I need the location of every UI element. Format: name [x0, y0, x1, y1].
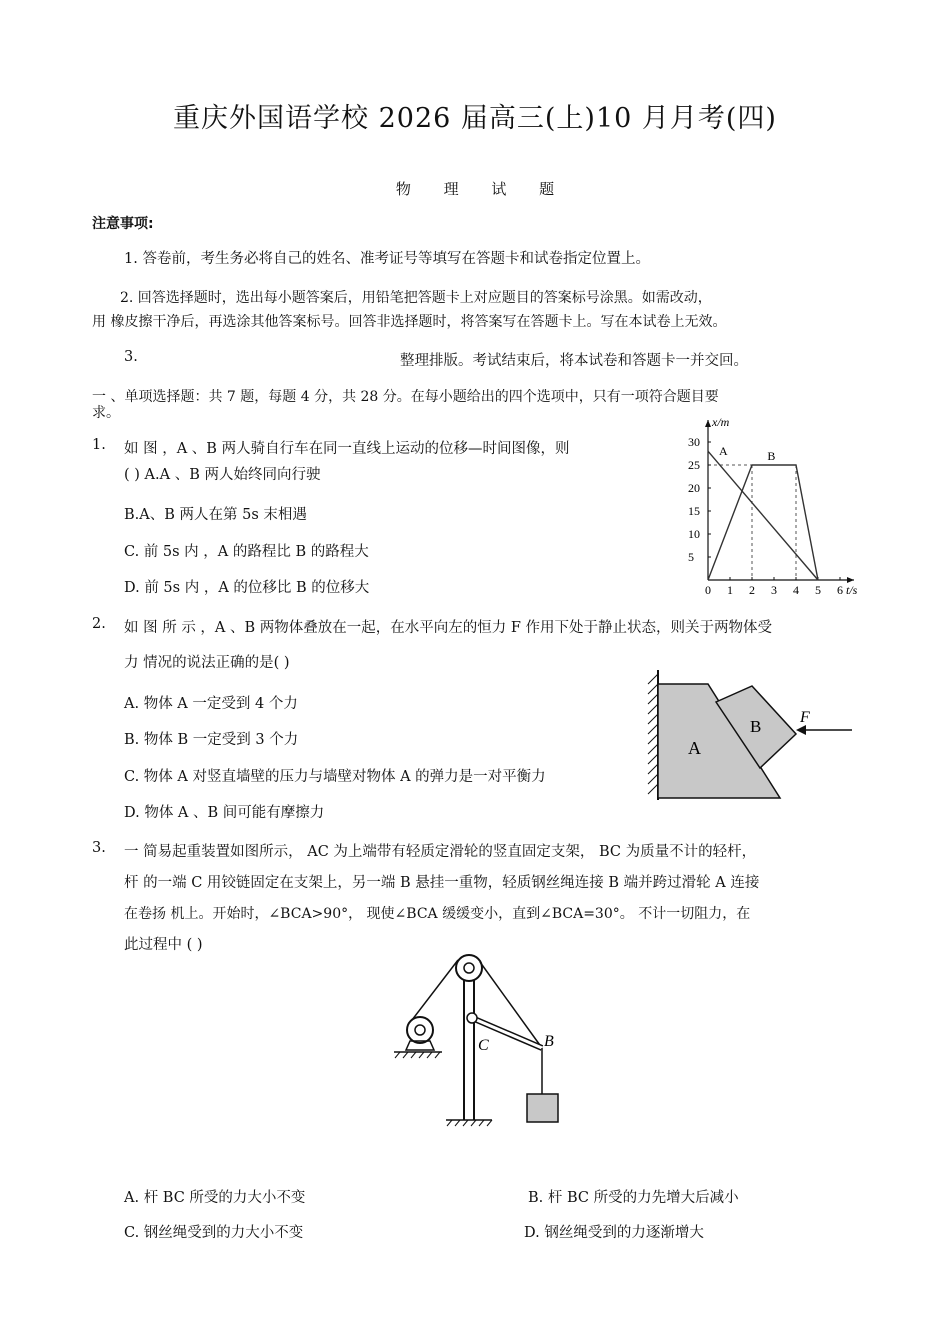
y-tick-label: 15	[688, 504, 700, 518]
q1-option-b: B.A、B 两人在第 5s 末相遇	[124, 507, 307, 523]
q3-option-d: D. 钢丝绳受到的力逐渐增大	[524, 1225, 704, 1241]
series-line-a	[708, 451, 818, 580]
q3-stem-line-4: 此过程中 ( )	[124, 937, 203, 953]
support-ground-hatch	[447, 1120, 492, 1126]
x-tick-label: 1	[727, 583, 733, 597]
label-c: C	[478, 1037, 489, 1054]
x-tick-label: 3	[771, 583, 777, 597]
notice-item-3-number: 3.	[124, 349, 138, 365]
force-arrowhead	[796, 725, 806, 735]
hinge-c	[467, 1013, 477, 1023]
q2-option-c: C. 物体 A 对竖直墙壁的压力与墙壁对物体 A 的弹力是一对平衡力	[124, 769, 546, 785]
series-label-b: B	[767, 449, 776, 463]
label-f: F	[800, 709, 810, 726]
notice-item-2-line-1: 2. 回答选择题时，选出每小题答案后，用铅笔把答题卡上对应题目的答案标号涂黑。如需改动，	[120, 290, 712, 306]
label-b: B	[750, 717, 762, 736]
notice-heading: 注意事项:	[92, 216, 154, 232]
x-tick-label: 4	[793, 583, 799, 597]
q1-number: 1.	[92, 437, 106, 453]
notice-item-2-line-2: 用 橡皮擦干净后，再选涂其他答案标号。回答非选择题时，将答案写在答题卡上。写在本试卷上无效。	[92, 314, 727, 330]
section-heading-line-1: 一 、单项选择题：共 7 题，每题 4 分，共 28 分。在每小题给出的四个选项中，只有一项符合题目要	[92, 389, 719, 405]
chart-xlabel: t/s	[846, 583, 858, 597]
q1-xt-chart	[680, 415, 880, 610]
x-tick-label: 0	[705, 583, 711, 597]
q1-stem: 如 图 ，A 、B 两人骑自行车在同一直线上运动的位移—时间图像，则	[124, 441, 570, 457]
q3-option-b: B. 杆 BC 所受的力先增大后减小	[528, 1190, 739, 1206]
chart-grid	[708, 465, 796, 580]
rope-winch	[412, 960, 458, 1020]
series-label-a: A	[719, 444, 728, 459]
label-b: B	[544, 1033, 554, 1050]
y-tick-label: 20	[688, 481, 700, 495]
q1-option-d: D. 前 5s 内 ，A 的位移比 B 的位移大	[124, 580, 370, 596]
y-tick-label: 25	[688, 458, 700, 472]
weight-block	[527, 1094, 558, 1122]
y-axis-arrow	[705, 420, 711, 427]
notice-item-1: 1. 答卷前，考生务必将自己的姓名、准考证号等填写在答题卡和试卷指定位置上。	[124, 251, 650, 267]
q3-option-c: C. 钢丝绳受到的力大小不变	[124, 1225, 304, 1241]
q3-crane-figure	[384, 948, 564, 1134]
q1-option-c: C. 前 5s 内 ，A 的路程比 B 的路程大	[124, 544, 369, 560]
winch-drum	[407, 1017, 433, 1043]
chart-ylabel: x/m	[712, 415, 730, 429]
q1-stem-option-a: ( ) A.A 、B 两人始终同向行驶	[124, 467, 321, 483]
q3-stem-line-1: 一 简易起重装置如图所示， AC 为上端带有轻质定滑轮的竖直固定支架， BC 为质量不计的轻杆，	[124, 844, 757, 860]
x-tick-label: 5	[815, 583, 821, 597]
q2-stem: 如 图 所 示 ，A 、B 两物体叠放在一起，在水平向左的恒力 F 作用下处于静止状态，则关于两物体受	[124, 620, 773, 636]
winch-ground-hatch	[395, 1052, 440, 1058]
q3-number: 3.	[92, 840, 106, 856]
y-tick-label: 10	[688, 527, 700, 541]
q2-number: 2.	[92, 616, 106, 632]
q3-option-a: A. 杆 BC 所受的力大小不变	[124, 1190, 306, 1206]
q2-blocks-figure	[640, 668, 860, 828]
q2-option-b: B. 物体 B 一定受到 3 个力	[124, 732, 299, 748]
q2-stem-line-2: 力 情况的说法正确的是( )	[124, 655, 290, 671]
x-tick-label: 6	[837, 583, 843, 597]
y-tick-label: 5	[688, 550, 694, 564]
q3-stem-line-2: 杆 的一端 C 用铰链固定在支架上，另一端 B 悬挂一重物，轻质钢丝绳连接 B 端并跨过滑轮 A 连接	[124, 875, 760, 891]
page-subtitle: 物 理 试 题	[395, 180, 555, 198]
q3-stem-line-3: 在卷扬 机上。开始时，∠BCA>90°， 现使∠BCA 缓缓变小，直到∠BCA=30°。 不计一切阻力，在	[124, 906, 751, 922]
q2-option-d: D. 物体 A 、B 间可能有摩擦力	[124, 805, 325, 821]
y-tick-label: 30	[688, 435, 700, 449]
wall-hatching	[648, 674, 658, 794]
x-tick-label: 2	[749, 583, 755, 597]
pulley-a	[456, 955, 482, 981]
page-title: 重庆外国语学校 2026 届高三(上)10 月月考(四)	[173, 103, 777, 134]
q2-option-a: A. 物体 A 一定受到 4 个力	[124, 696, 298, 712]
notice-item-3-text: 整理排版。考试结束后，将本试卷和答题卡一并交回。	[400, 353, 748, 369]
label-a: A	[688, 738, 701, 758]
section-heading-line-2: 求。	[92, 405, 120, 421]
series-line-b	[708, 465, 818, 580]
